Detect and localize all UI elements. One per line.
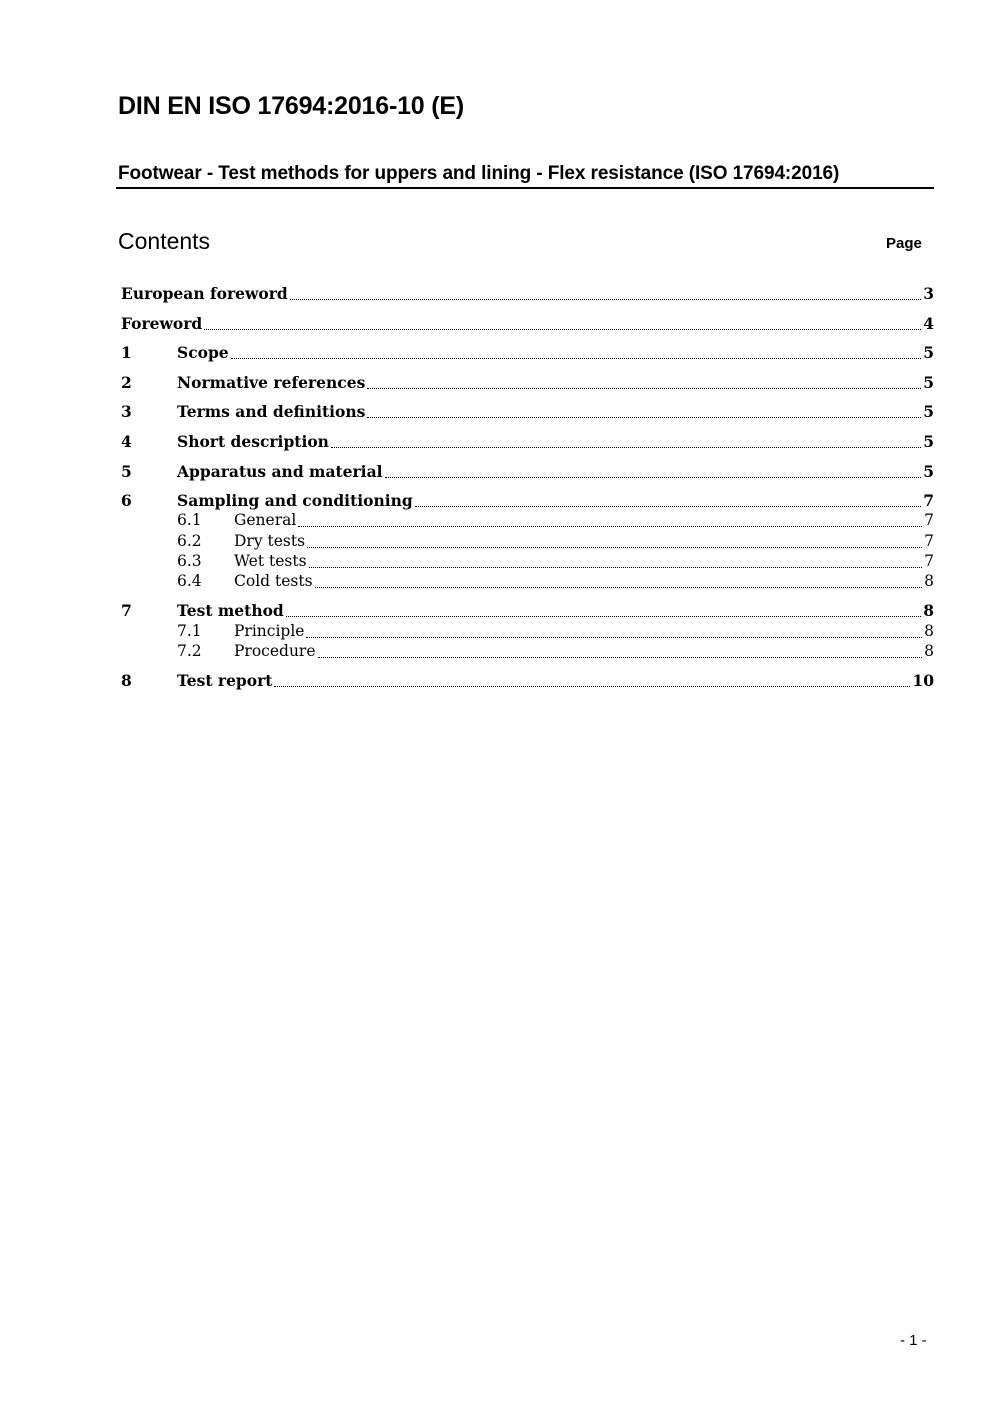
toc-entry-title: Wet tests [234,552,307,570]
toc-entry-number: 5 [121,462,132,481]
toc-leader-dots [274,686,910,687]
toc-entry-title: Sampling and conditioning [177,491,413,510]
toc-entry-title: Short description [177,432,329,451]
toc-entry-title: Apparatus and material [177,462,383,481]
toc-entry-general[interactable] [177,511,934,533]
toc-entry-title: Procedure [234,642,316,660]
toc-entry-page: 5 [923,432,934,451]
page-number: - 1 - [900,1332,927,1349]
toc-entry-number: 6.3 [177,552,202,570]
toc-entry-number: 7.2 [177,642,202,660]
toc-entry-title: Dry tests [234,532,306,550]
toc-entry-dry-tests[interactable] [177,532,934,554]
toc-leader-dots [318,657,923,658]
toc-entry-page: 3 [923,284,934,303]
document-title: Footwear - Test methods for uppers and lining - Flex resistance (ISO 17694:2016) [118,163,840,184]
toc-entry-sampling-and-conditioning[interactable] [121,491,934,513]
toc-entry-page: 10 [912,671,934,690]
toc-entry-terms-and-definitions[interactable] [121,402,934,424]
toc-entry-title: Scope [177,343,229,362]
toc-entry-european-foreword[interactable] [121,284,934,306]
toc-entry-short-description[interactable] [121,432,934,454]
toc-entry-number: 6.1 [177,511,202,529]
toc-leader-dots [315,587,923,588]
toc-leader-dots [204,329,921,330]
toc-entry-number: 6.4 [177,572,202,590]
toc-leader-dots [298,526,922,527]
toc-entry-title: European foreword [121,284,288,303]
toc-entry-page: 5 [923,373,934,392]
toc-entry-cold-tests[interactable] [177,572,934,594]
toc-leader-dots [367,388,921,389]
toc-entry-page: 5 [923,462,934,481]
toc-leader-dots [331,447,921,448]
toc-entry-title: Terms and definitions [177,402,366,421]
toc-leader-dots [231,358,922,359]
toc-entry-wet-tests[interactable] [177,552,934,574]
toc-entry-page: 8 [923,601,934,620]
toc-entry-principle[interactable] [177,622,934,644]
toc-entry-number: 3 [121,402,132,421]
toc-leader-dots [309,567,923,568]
toc-entry-page: 5 [923,343,934,362]
toc-entry-procedure[interactable] [177,642,934,664]
toc-entry-scope[interactable] [121,343,934,365]
toc-entry-title: Normative references [177,373,366,392]
toc-entry-page: 8 [924,572,934,590]
toc-entry-number: 7 [121,601,132,620]
toc-entry-number: 7.1 [177,622,202,640]
toc-entry-title: Foreword [121,314,203,333]
toc-entry-page: 8 [924,642,934,660]
toc-leader-dots [367,417,921,418]
toc-entry-page: 5 [923,402,934,421]
toc-entry-number: 1 [121,343,132,362]
toc-entry-foreword[interactable] [121,314,934,336]
document-id: DIN EN ISO 17694:2016-10 (E) [118,92,464,120]
toc-leader-dots [385,477,922,478]
toc-entry-title: Cold tests [234,572,313,590]
toc-leader-dots [415,506,921,507]
toc-leader-dots [306,637,922,638]
toc-leader-dots [290,299,921,300]
toc-entry-title: Principle [234,622,305,640]
toc-entry-number: 6.2 [177,532,202,550]
toc-entry-page: 7 [924,511,934,529]
toc-entry-test-method[interactable] [121,601,934,623]
toc-entry-page: 7 [923,491,934,510]
page-column-heading: Page [886,235,922,252]
toc-entry-number: 6 [121,491,132,510]
toc-leader-dots [286,616,921,617]
toc-entry-number: 8 [121,671,132,690]
toc-entry-number: 2 [121,373,132,392]
toc-entry-apparatus-and-material[interactable] [121,462,934,484]
toc-entry-page: 7 [924,552,934,570]
toc-entry-page: 7 [924,532,934,550]
toc-leader-dots [307,547,922,548]
toc-entry-page: 8 [924,622,934,640]
toc-entry-normative-references[interactable] [121,373,934,395]
toc-entry-title: Test method [177,601,284,620]
toc-entry-page: 4 [923,314,934,333]
contents-heading: Contents [118,228,211,254]
toc-entry-test-report[interactable] [121,671,934,693]
toc-entry-title: Test report [177,671,273,690]
title-divider [116,187,934,189]
toc-entry-number: 4 [121,432,132,451]
toc-entry-title: General [234,511,297,529]
